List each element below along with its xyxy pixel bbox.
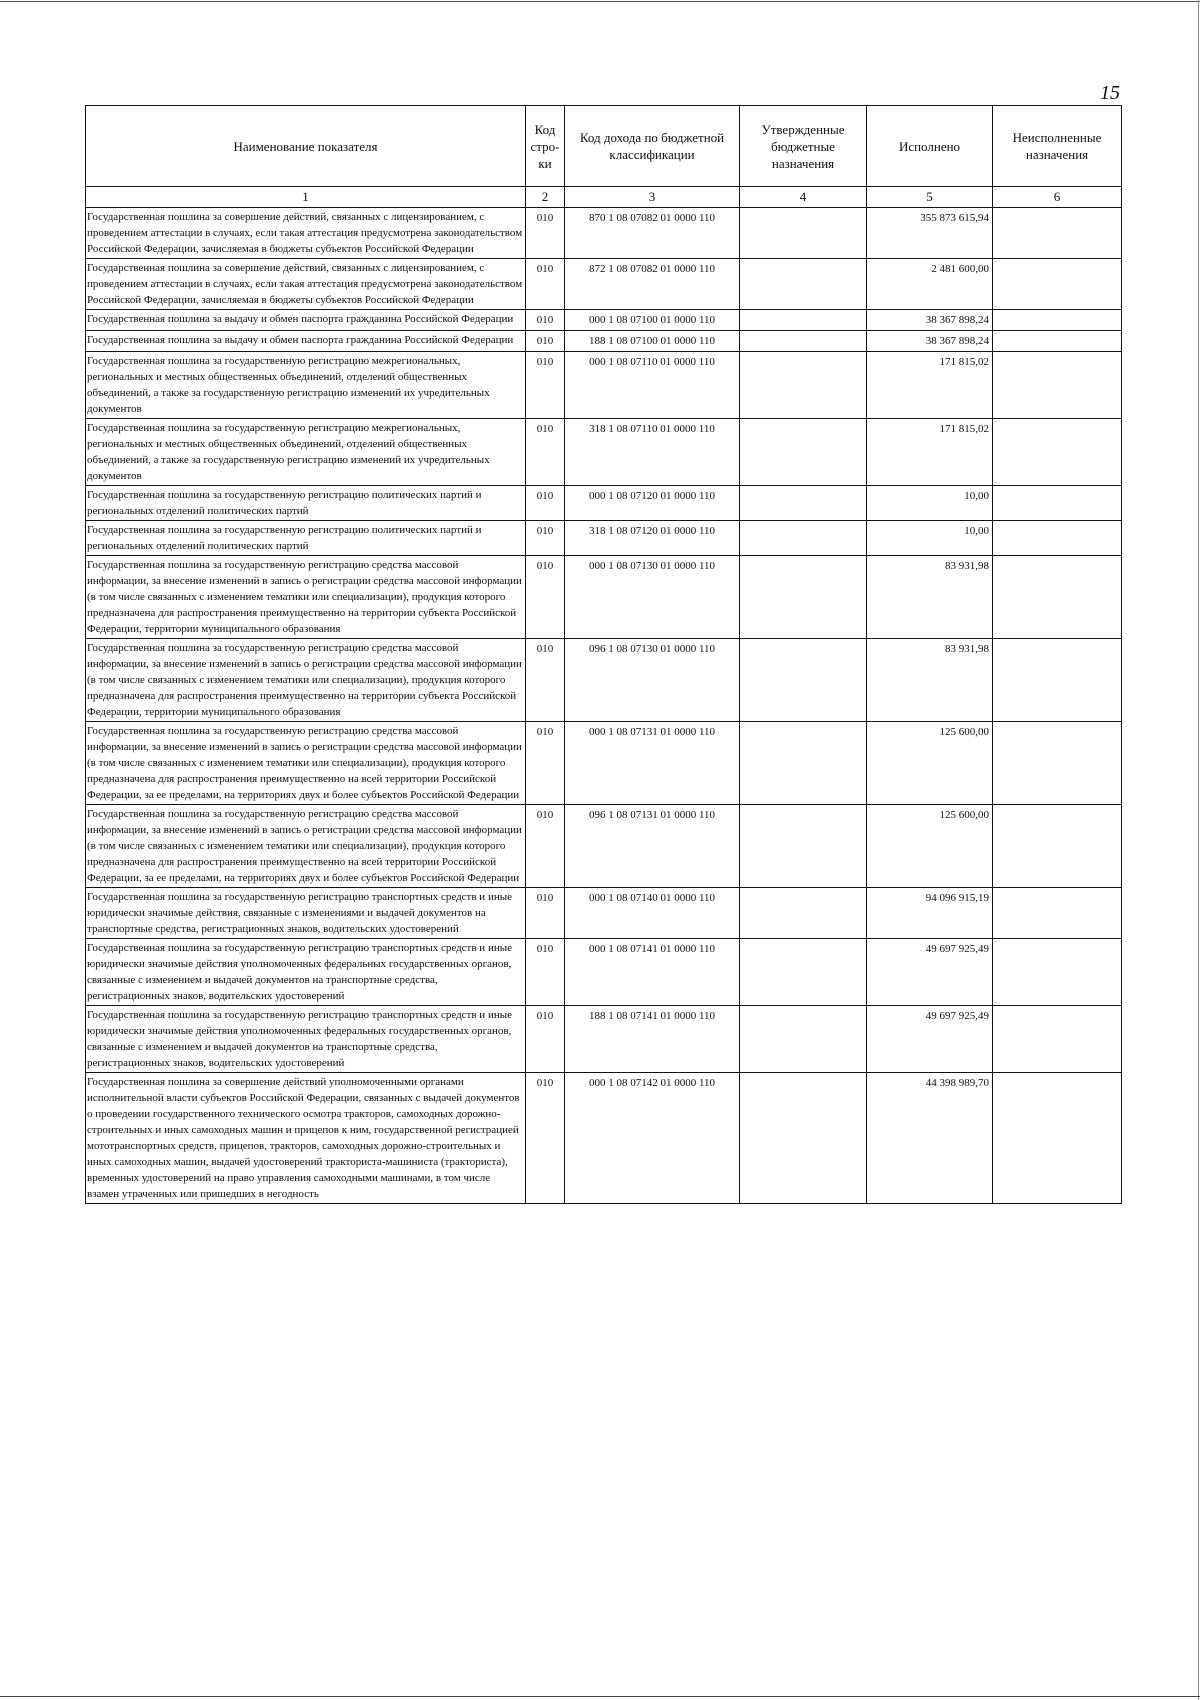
- cell-income-code: 000 1 08 07120 01 0000 110: [565, 486, 740, 521]
- cell-name: Государственная пошлина за совершение действий, связанных с лицензированием, с проведением аттестации в случаях, если такая аттестация предусмотрена законодательством Российской Федерации, зачисляемая в бюджеты субъектов Российской Федерации: [86, 259, 526, 310]
- cell-executed: 171 815,02: [867, 419, 993, 486]
- cell-unexecuted: [993, 639, 1122, 722]
- cell-line-code: 010: [526, 352, 565, 419]
- cell-approved: [740, 259, 867, 310]
- cell-approved: [740, 888, 867, 939]
- cell-income-code: 188 1 08 07141 01 0000 110: [565, 1006, 740, 1073]
- table-row: [86, 419, 1122, 486]
- cell-executed: 83 931,98: [867, 639, 993, 722]
- cell-name: Государственная пошлина за государственную регистрацию средства массовой информации, за внесение изменений в запись о регистрации средства массовой информации (в том числе связанных с изменением тематики или специализации), продукция которого предназначена для распространения преимущественно на всей территории Российской Федерации, за ее пределами, на территориях двух и более субъектов Российской Федерации: [86, 722, 526, 805]
- table-row: [86, 259, 1122, 310]
- header-executed: Исполнено: [867, 106, 993, 187]
- cell-executed: 10,00: [867, 521, 993, 556]
- cell-income-code: 000 1 08 07141 01 0000 110: [565, 939, 740, 1006]
- cell-approved: [740, 556, 867, 639]
- cell-name: Государственная пошлина за государственную регистрацию средства массовой информации, за внесение изменений в запись о регистрации средства массовой информации (в том числе связанных с изменением тематики или специализации), продукция которого предназначена для распространения преимущественно на территории субъекта Российской Федерации, территории муниципального образования: [86, 556, 526, 639]
- cell-executed: 125 600,00: [867, 805, 993, 888]
- table-body: [86, 208, 1122, 1204]
- cell-unexecuted: [993, 556, 1122, 639]
- cell-income-code: 000 1 08 07140 01 0000 110: [565, 888, 740, 939]
- cell-executed: 49 697 925,49: [867, 939, 993, 1006]
- cell-line-code: 010: [526, 486, 565, 521]
- column-number: 6: [993, 187, 1122, 208]
- column-number: 2: [526, 187, 565, 208]
- cell-income-code: 000 1 08 07130 01 0000 110: [565, 556, 740, 639]
- cell-income-code: 870 1 08 07082 01 0000 110: [565, 208, 740, 259]
- cell-name: Государственная пошлина за государственную регистрацию межрегиональных, региональных и местных общественных объединений, отделений общественных объединений, а также за государственную регистрацию изменений их учредительных документов: [86, 352, 526, 419]
- table-row: [86, 486, 1122, 521]
- cell-unexecuted: [993, 521, 1122, 556]
- cell-line-code: 010: [526, 556, 565, 639]
- revenue-execution-table: [85, 105, 1122, 1204]
- cell-line-code: 010: [526, 1073, 565, 1204]
- column-number: 5: [867, 187, 993, 208]
- cell-income-code: 318 1 08 07120 01 0000 110: [565, 521, 740, 556]
- scan-edge-top: [0, 1, 1200, 2]
- cell-line-code: 010: [526, 331, 565, 352]
- cell-line-code: 010: [526, 259, 565, 310]
- column-number: 3: [565, 187, 740, 208]
- cell-executed: 83 931,98: [867, 556, 993, 639]
- table-row: [86, 639, 1122, 722]
- cell-line-code: 010: [526, 939, 565, 1006]
- cell-approved: [740, 352, 867, 419]
- cell-unexecuted: [993, 1073, 1122, 1204]
- cell-approved: [740, 1006, 867, 1073]
- cell-executed: 171 815,02: [867, 352, 993, 419]
- cell-line-code: 010: [526, 639, 565, 722]
- cell-executed: 38 367 898,24: [867, 331, 993, 352]
- table-header: [86, 106, 1122, 208]
- cell-unexecuted: [993, 208, 1122, 259]
- cell-income-code: 872 1 08 07082 01 0000 110: [565, 259, 740, 310]
- cell-executed: 38 367 898,24: [867, 310, 993, 331]
- cell-executed: 44 398 989,70: [867, 1073, 993, 1204]
- header-approved: Утвержденные бюджетные назначения: [740, 106, 867, 187]
- cell-name: Государственная пошлина за выдачу и обмен паспорта гражданина Российской Федерации: [86, 331, 526, 352]
- table-row: [86, 521, 1122, 556]
- cell-executed: 10,00: [867, 486, 993, 521]
- table-row: [86, 888, 1122, 939]
- table-row: [86, 722, 1122, 805]
- cell-approved: [740, 722, 867, 805]
- table-row: [86, 556, 1122, 639]
- page-number: 15: [1100, 82, 1120, 104]
- cell-income-code: 318 1 08 07110 01 0000 110: [565, 419, 740, 486]
- cell-income-code: 096 1 08 07131 01 0000 110: [565, 805, 740, 888]
- cell-name: Государственная пошлина за государственную регистрацию транспортных средств и иные юридически значимые действия уполномоченных федеральных государственных органов, связанные с изменением и выдачей документов на транспортные средства, регистрационных знаков, водительских удостоверений: [86, 939, 526, 1006]
- cell-approved: [740, 1073, 867, 1204]
- header-unexecuted: Неисполненные назначения: [993, 106, 1122, 187]
- cell-line-code: 010: [526, 521, 565, 556]
- cell-unexecuted: [993, 722, 1122, 805]
- table-row: [86, 352, 1122, 419]
- scan-edge-bottom: [0, 1696, 1200, 1697]
- cell-name: Государственная пошлина за государственную регистрацию средства массовой информации, за внесение изменений в запись о регистрации средства массовой информации (в том числе связанных с изменением тематики или специализации), продукция которого предназначена для распространения преимущественно на всей территории Российской Федерации, за ее пределами, на территориях двух и более субъектов Российской Федерации: [86, 805, 526, 888]
- cell-name: Государственная пошлина за государственную регистрацию межрегиональных, региональных и местных общественных объединений, отделений общественных объединений, а также за государственную регистрацию изменений их учредительных документов: [86, 419, 526, 486]
- table-row: [86, 208, 1122, 259]
- cell-name: Государственная пошлина за совершение действий, связанных с лицензированием, с проведением аттестации в случаях, если такая аттестация предусмотрена законодательством Российской Федерации, зачисляемая в бюджеты субъектов Российской Федерации: [86, 208, 526, 259]
- cell-executed: 125 600,00: [867, 722, 993, 805]
- cell-unexecuted: [993, 486, 1122, 521]
- table-row: [86, 331, 1122, 352]
- cell-unexecuted: [993, 888, 1122, 939]
- cell-approved: [740, 486, 867, 521]
- cell-unexecuted: [993, 331, 1122, 352]
- cell-approved: [740, 939, 867, 1006]
- cell-income-code: 000 1 08 07110 01 0000 110: [565, 352, 740, 419]
- cell-income-code: 000 1 08 07131 01 0000 110: [565, 722, 740, 805]
- cell-line-code: 010: [526, 805, 565, 888]
- header-name: Наименование показателя: [86, 106, 526, 187]
- cell-name: Государственная пошлина за государственную регистрацию транспортных средств и иные юридически значимые действия уполномоченных федеральных государственных органов, связанные с изменением и выдачей документов на транспортные средства, регистрационных знаков, водительских удостоверений: [86, 1006, 526, 1073]
- cell-approved: [740, 331, 867, 352]
- cell-line-code: 010: [526, 722, 565, 805]
- table-row: [86, 1073, 1122, 1204]
- cell-unexecuted: [993, 259, 1122, 310]
- table-row: [86, 1006, 1122, 1073]
- cell-income-code: 096 1 08 07130 01 0000 110: [565, 639, 740, 722]
- table-row: [86, 805, 1122, 888]
- cell-executed: 94 096 915,19: [867, 888, 993, 939]
- cell-unexecuted: [993, 805, 1122, 888]
- table-row: [86, 939, 1122, 1006]
- cell-unexecuted: [993, 310, 1122, 331]
- header-income-code: Код дохода по бюджетной классификации: [565, 106, 740, 187]
- cell-line-code: 010: [526, 310, 565, 331]
- cell-name: Государственная пошлина за совершение действий уполномоченными органами исполнительной власти субъектов Российской Федерации, связанных с выдачей документов о проведении государственного технического осмотра тракторов, самоходных дорожно-строительных и иных самоходных машин и прицепов к ним, государственной регистрацией мототранспортных средств, прицепов, тракторов, самоходных дорожно-строительных и иных самоходных машин, выдачей удостоверений тракториста-машиниста (тракториста), временных удостоверений на право управления самоходными машинами, в том числе взамен утраченных или пришедших в негодность: [86, 1073, 526, 1204]
- cell-unexecuted: [993, 352, 1122, 419]
- cell-line-code: 010: [526, 888, 565, 939]
- cell-income-code: 000 1 08 07142 01 0000 110: [565, 1073, 740, 1204]
- cell-line-code: 010: [526, 419, 565, 486]
- cell-income-code: 000 1 08 07100 01 0000 110: [565, 310, 740, 331]
- header-line-code: Код стро-ки: [526, 106, 565, 187]
- cell-income-code: 188 1 08 07100 01 0000 110: [565, 331, 740, 352]
- cell-name: Государственная пошлина за государственную регистрацию транспортных средств и иные юридически значимые действия, связанные с изменениями и выдачей документов на транспортные средства, регистрационных знаков, водительских удостоверений: [86, 888, 526, 939]
- table-row: [86, 310, 1122, 331]
- column-number: 4: [740, 187, 867, 208]
- cell-name: Государственная пошлина за государственную регистрацию политических партий и региональных отделений политических партий: [86, 486, 526, 521]
- cell-executed: 355 873 615,94: [867, 208, 993, 259]
- cell-approved: [740, 805, 867, 888]
- cell-unexecuted: [993, 1006, 1122, 1073]
- cell-executed: 2 481 600,00: [867, 259, 993, 310]
- cell-unexecuted: [993, 939, 1122, 1006]
- cell-unexecuted: [993, 419, 1122, 486]
- scan-edge-right: [1198, 0, 1199, 1700]
- cell-approved: [740, 208, 867, 259]
- column-number: 1: [86, 187, 526, 208]
- cell-name: Государственная пошлина за выдачу и обмен паспорта гражданина Российской Федерации: [86, 310, 526, 331]
- cell-executed: 49 697 925,49: [867, 1006, 993, 1073]
- cell-approved: [740, 521, 867, 556]
- cell-line-code: 010: [526, 208, 565, 259]
- cell-approved: [740, 639, 867, 722]
- cell-approved: [740, 310, 867, 331]
- cell-name: Государственная пошлина за государственную регистрацию средства массовой информации, за внесение изменений в запись о регистрации средства массовой информации (в том числе связанных с изменением тематики или специализации), продукция которого предназначена для распространения преимущественно на территории субъекта Российской Федерации, территории муниципального образования: [86, 639, 526, 722]
- cell-name: Государственная пошлина за государственную регистрацию политических партий и региональных отделений политических партий: [86, 521, 526, 556]
- cell-approved: [740, 419, 867, 486]
- cell-line-code: 010: [526, 1006, 565, 1073]
